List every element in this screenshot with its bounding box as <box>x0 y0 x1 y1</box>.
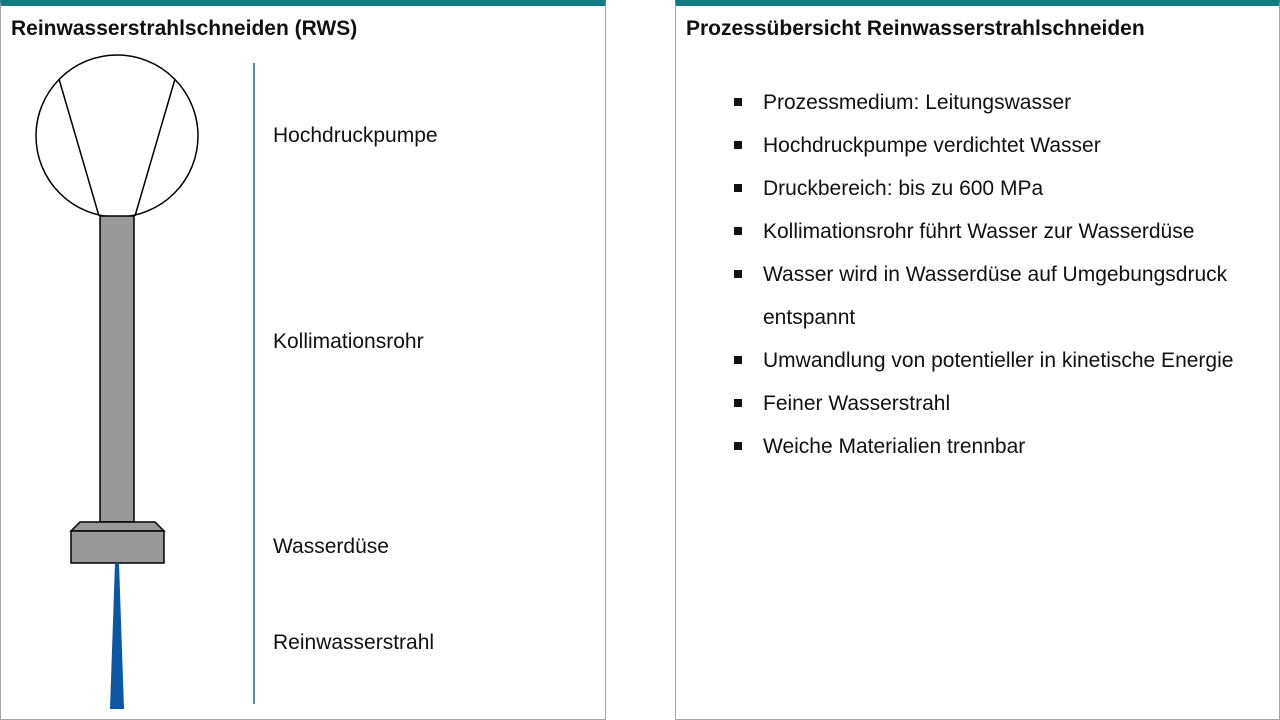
bullet-item <box>734 81 1264 124</box>
bullet-item <box>734 210 1264 253</box>
bullet-item <box>734 167 1264 210</box>
bullet-text: Kollimationsrohr führt Wasser zur Wasserdüse <box>763 220 1195 243</box>
bullet-item <box>734 339 1264 382</box>
bullet-item <box>734 382 1264 425</box>
square-bullet-icon <box>734 141 742 149</box>
process-diagram-panel <box>0 0 606 720</box>
panel-title: Reinwasserstrahlschneiden (RWS) <box>11 17 358 40</box>
square-bullet-icon <box>734 98 742 106</box>
label-wasserduese: Wasserdüse <box>273 535 389 558</box>
rws-diagram <box>1 6 605 720</box>
process-overview-panel <box>675 0 1280 720</box>
pump-shape <box>36 55 198 217</box>
bullet-text: Umwandlung von potentieller in kinetische Energie <box>763 349 1234 372</box>
nozzle-shape <box>71 522 164 563</box>
bullet-item <box>734 425 1264 468</box>
bullet-text: Druckbereich: bis zu 600 MPa <box>763 177 1044 200</box>
bullet-text: Prozessmedium: Leitungswasser <box>763 91 1072 114</box>
bullet-list <box>734 81 1264 468</box>
label-reinwasserstrahl: Reinwasserstrahl <box>273 631 435 654</box>
square-bullet-icon <box>734 227 742 235</box>
collimation-tube-shape <box>100 216 134 522</box>
label-kollimationsrohr: Kollimationsrohr <box>273 330 424 353</box>
bullet-text: Weiche Materialien trennbar <box>763 435 1026 458</box>
bullet-item <box>734 253 1264 339</box>
square-bullet-icon <box>734 270 742 278</box>
bullet-text: Feiner Wasserstrahl <box>763 392 951 415</box>
square-bullet-icon <box>734 356 742 364</box>
bullet-text: Hochdruckpumpe verdichtet Wasser <box>763 134 1101 157</box>
panel-title: Prozessübersicht Reinwasserstrahlschneiden <box>686 17 1145 40</box>
water-jet-shape <box>110 563 124 709</box>
square-bullet-icon <box>734 399 742 407</box>
bullet-item <box>734 124 1264 167</box>
bullet-text: Wasser wird in Wasserdüse auf Umgebungsdruck entspannt <box>763 263 1228 329</box>
label-hochdruckpumpe: Hochdruckpumpe <box>273 124 438 147</box>
square-bullet-icon <box>734 184 742 192</box>
square-bullet-icon <box>734 442 742 450</box>
